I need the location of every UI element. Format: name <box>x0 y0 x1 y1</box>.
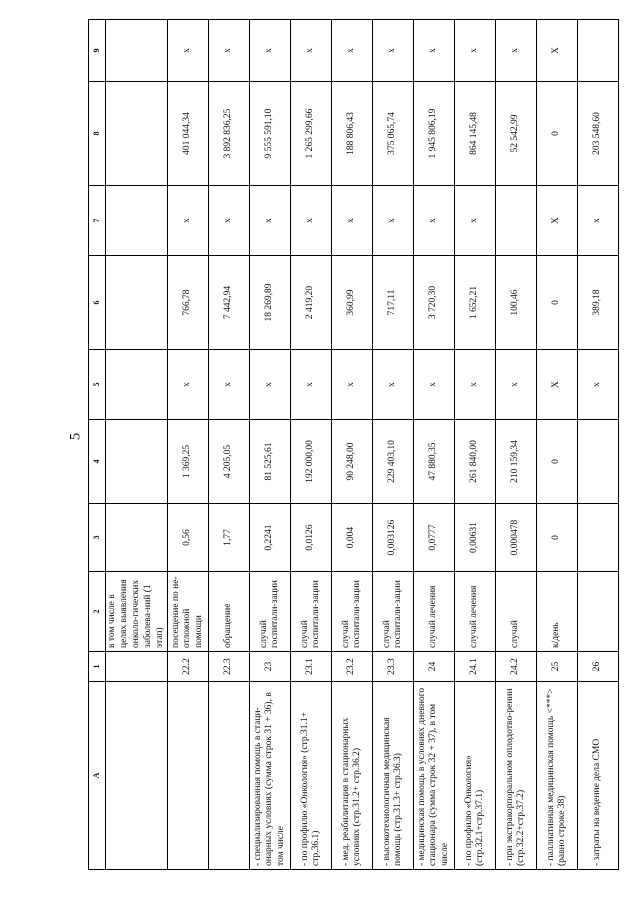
table-cell: в том числе в целях выявления онколо-гических заболева-ний (1 этап) <box>106 572 168 652</box>
table-cell: 47 880,35 <box>414 420 455 504</box>
col-header: 6 <box>89 256 106 350</box>
table-cell: - при экстракорпоральном оплодотво-рении (стр.32.2+стр.37.2) <box>496 682 537 870</box>
table-cell: х <box>332 20 373 82</box>
table-cell: 0 <box>537 82 578 186</box>
table-cell: 52 542,99 <box>496 82 537 186</box>
table-cell <box>578 504 619 572</box>
table-cell: 0,56 <box>168 504 209 572</box>
table-cell <box>578 572 619 652</box>
table-cell: х <box>455 186 496 256</box>
table-cell: х <box>332 350 373 420</box>
table-cell: х <box>373 20 414 82</box>
table-cell: случай госпитали-зации <box>332 572 373 652</box>
table-cell: 261 840,00 <box>455 420 496 504</box>
table-cell: 3 892 836,25 <box>209 82 250 186</box>
table-cell: х <box>414 20 455 82</box>
table-cell: случай лечения <box>455 572 496 652</box>
table-cell: х <box>250 186 291 256</box>
table-cell: х <box>209 20 250 82</box>
table-cell: х <box>414 186 455 256</box>
table-cell: 0,004 <box>332 504 373 572</box>
data-table <box>88 19 619 870</box>
table-row <box>414 20 455 870</box>
table-cell: случай лечения <box>414 572 455 652</box>
table-cell: 26 <box>578 652 619 682</box>
table-cell: 229 403,10 <box>373 420 414 504</box>
table-cell: х <box>373 186 414 256</box>
table-cell: - медицинская помощь в условиях дневного стационара (сумма строк 32 + 37), в том числе <box>414 682 455 870</box>
table-cell: 25 <box>537 652 578 682</box>
table-cell: 23.1 <box>291 652 332 682</box>
table-row <box>455 20 496 870</box>
table-cell: 375 065,74 <box>373 82 414 186</box>
table-cell: 0 <box>537 256 578 350</box>
table-cell: 210 159,34 <box>496 420 537 504</box>
table-cell: х <box>168 20 209 82</box>
table-cell: 360,99 <box>332 256 373 350</box>
table-cell: 81 525,61 <box>250 420 291 504</box>
table-cell: х <box>291 20 332 82</box>
col-header: 3 <box>89 504 106 572</box>
table-cell: 401 044,34 <box>168 82 209 186</box>
table-cell: 0,000478 <box>496 504 537 572</box>
table-cell: к/день <box>537 572 578 652</box>
table-cell: 203 548,60 <box>578 82 619 186</box>
table-cell: х <box>250 20 291 82</box>
col-header: 4 <box>89 420 106 504</box>
table-cell: 7 442,94 <box>209 256 250 350</box>
table-cell: случай госпитали-зации <box>250 572 291 652</box>
table-cell: 23 <box>250 652 291 682</box>
rotated-table-container <box>88 20 603 870</box>
table-cell: 18 269,89 <box>250 256 291 350</box>
table-header-row <box>89 20 106 870</box>
table-cell: 1 265 299,66 <box>291 82 332 186</box>
table-row <box>291 20 332 870</box>
table-cell: случай госпитали-зации <box>373 572 414 652</box>
col-header: 9 <box>89 20 106 82</box>
table-row <box>250 20 291 870</box>
table-cell <box>578 20 619 82</box>
table-cell <box>496 186 537 256</box>
table-cell: обращение <box>209 572 250 652</box>
table-cell: 389,18 <box>578 256 619 350</box>
table-cell: 1 652,21 <box>455 256 496 350</box>
table-cell: 90 248,00 <box>332 420 373 504</box>
table-cell: - затраты на ведение дела СМО <box>578 682 619 870</box>
table-row <box>373 20 414 870</box>
table-cell: х <box>414 350 455 420</box>
table-body <box>106 20 619 870</box>
table-cell: 192 000,00 <box>291 420 332 504</box>
table-cell <box>106 20 168 82</box>
table-cell <box>106 186 168 256</box>
table-cell: х <box>496 20 537 82</box>
table-cell: х <box>168 350 209 420</box>
table-cell: 100,46 <box>496 256 537 350</box>
table-cell: х <box>291 350 332 420</box>
table-cell <box>106 82 168 186</box>
table-row <box>209 20 250 870</box>
table-row <box>496 20 537 870</box>
table-cell: 22.3 <box>209 652 250 682</box>
table-cell: - паллиативная медицинская помощь <***> (равно строке 38) <box>537 682 578 870</box>
table-cell: 3 720,30 <box>414 256 455 350</box>
table-cell: 0,2241 <box>250 504 291 572</box>
table-cell <box>106 420 168 504</box>
table-row <box>332 20 373 870</box>
table-cell <box>106 682 168 870</box>
table-cell: х <box>291 186 332 256</box>
table-cell: 9 555 591,10 <box>250 82 291 186</box>
table-cell: 23.2 <box>332 652 373 682</box>
table-cell: 0,0777 <box>414 504 455 572</box>
table-cell <box>106 350 168 420</box>
col-header: А <box>89 682 106 870</box>
table-cell: случай <box>496 572 537 652</box>
table-cell: 766,78 <box>168 256 209 350</box>
table-cell: - по профилю «Онкология» (стр.32.1+стр.37.1) <box>455 682 496 870</box>
table-cell: Х <box>537 20 578 82</box>
table-cell: 24.1 <box>455 652 496 682</box>
table-cell: 1 945 806,19 <box>414 82 455 186</box>
table-cell: х <box>455 20 496 82</box>
table-row <box>537 20 578 870</box>
table-cell: 0,003126 <box>373 504 414 572</box>
table-cell: х <box>250 350 291 420</box>
table-cell: х <box>455 350 496 420</box>
table-row <box>168 20 209 870</box>
table-cell: 188 806,43 <box>332 82 373 186</box>
col-header: 7 <box>89 186 106 256</box>
col-header: 2 <box>89 572 106 652</box>
table-cell: - высокотехнологичная медицинская помощь (стр.31.3+ стр.36.3) <box>373 682 414 870</box>
table-cell <box>209 682 250 870</box>
table-cell: - по профилю «Онкология» (стр.31.1+ стр.36.1) <box>291 682 332 870</box>
table-cell: 24 <box>414 652 455 682</box>
table-cell: 1,77 <box>209 504 250 572</box>
col-header: 8 <box>89 82 106 186</box>
table-cell: 0,00631 <box>455 504 496 572</box>
table-cell: Х <box>537 350 578 420</box>
page-number: 5 <box>67 432 84 441</box>
col-header: 1 <box>89 652 106 682</box>
table-cell: 1 369,25 <box>168 420 209 504</box>
table-cell: 0,0126 <box>291 504 332 572</box>
table-cell: - мед. реабилитация в стационарных условиях (стр.31.2+ стр.36.2) <box>332 682 373 870</box>
table-cell <box>106 256 168 350</box>
table-cell: 0 <box>537 504 578 572</box>
table-cell <box>578 420 619 504</box>
table-cell: 24.2 <box>496 652 537 682</box>
table-cell: х <box>332 186 373 256</box>
table-cell: 4 205,05 <box>209 420 250 504</box>
table-cell: х <box>496 350 537 420</box>
table-cell: 0 <box>537 420 578 504</box>
table-cell <box>106 652 168 682</box>
table-row <box>578 20 619 870</box>
table-cell: х <box>578 350 619 420</box>
table-cell <box>168 682 209 870</box>
table-cell: 2 419,20 <box>291 256 332 350</box>
table-cell: х <box>209 350 250 420</box>
table-cell: Х <box>537 186 578 256</box>
table-cell: 23.3 <box>373 652 414 682</box>
table-cell: 864 145,48 <box>455 82 496 186</box>
table-cell: случай госпитали-зации <box>291 572 332 652</box>
table-cell: х <box>373 350 414 420</box>
table-cell: посещение по не-отложной помощи <box>168 572 209 652</box>
table-cell <box>106 504 168 572</box>
table-row <box>106 20 168 870</box>
table-cell: х <box>168 186 209 256</box>
table-cell: х <box>209 186 250 256</box>
col-header: 5 <box>89 350 106 420</box>
table-cell: 717,11 <box>373 256 414 350</box>
table-cell: 22.2 <box>168 652 209 682</box>
table-cell: - специализированная помощь в стаци-онарных условиях (сумма строк 31 + 36), в том числе <box>250 682 291 870</box>
table-cell: х <box>578 186 619 256</box>
